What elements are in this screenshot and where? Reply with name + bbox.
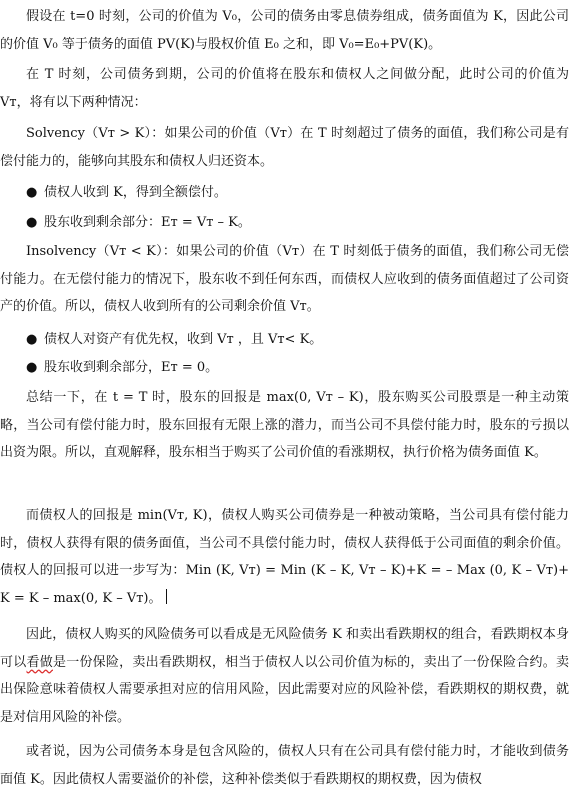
- bullet-item: [26, 326, 566, 354]
- bullet-text: 债权人收到 K，得到全额偿付。: [44, 185, 227, 200]
- bullet-icon: ●: [26, 215, 38, 230]
- bullet-icon: ●: [26, 185, 38, 200]
- paragraph-maturity: 在 T 时刻，公司债务到期，公司的价值将在股东和债权人之间做分配，此时公司的价值为 Vᴛ，将有以下两种情况：: [0, 67, 569, 110]
- paragraph-summary: 总结一下，在 t = T 时，股东的回报是 max(0, Vᴛ – K)，股东购买公司股票是一种主动策略，当公司有偿付能力时，股东回报有无限上涨的潜力，而当公司不具偿付能力时，股东的亏损以出资为限。所以，直观解释，股东相当于购买了公司价值的看涨期权，执行价格为债务面值 K。: [0, 390, 569, 460]
- text-cursor: [166, 589, 167, 604]
- paragraph-put-option-text: 是一份保险，卖出看跌期权，相当于债权人以公司价值为标的，卖出了一份保险合约。卖出保险意味着债权人需要承担对应的信用风险，因此需要对应的风险补偿，看跌期权的期权费，就是对信用风险的补偿。: [0, 654, 569, 725]
- paragraph-solvency: Solvency（Vᴛ > K）：如果公司的价值（Vᴛ）在 T 时刻超过了债务的面值，我们称公司是有偿付能力的，能够向其股东和债权人归还资本。: [0, 126, 569, 169]
- paragraph-bondholder-text: 而债权人的回报是 min(Vᴛ, K)，债权人购买公司债券是一种被动策略，当公司具有偿付能力时，债权人获得有限的债务面值，当公司不具偿付能力时，债权人获得低于公司面值的剩余价值。债权人的回报可以进一步写为：Min (K, Vᴛ) = Min (K – K, Vᴛ – K)+K = – Max (0, K – Vᴛ)+ K = K – max(0, K – Vᴛ)。: [0, 508, 569, 606]
- bullet-text: 股东收到剩余部分：Eᴛ = Vᴛ – K。: [44, 215, 251, 230]
- bullet-text: 股东收到剩余部分，Eᴛ = 0。: [44, 360, 219, 375]
- bullet-icon: ●: [26, 360, 38, 375]
- paragraph-alternative: 或者说，因为公司债务本身是包含风险的，债权人只有在公司具有偿付能力时，才能收到债务面值 K。因此债权人需要溢价的补偿，这种补偿类似于看跌期权的期权费，因为债权: [0, 744, 569, 787]
- paragraph-insolvency: Insolvency（Vᴛ < K）：如果公司的价值（Vᴛ）在 T 时刻低于债务的面值，我们称公司无偿付能力。在无偿付能力的情况下，股东收不到任何东西，而债权人应收到的债务面值超过了公司资产的价值。所以，债权人收到所有的公司剩余价值 Vᴛ。: [0, 244, 569, 314]
- spellcheck-underlined-text[interactable]: 看做: [26, 654, 53, 670]
- bullet-icon: ●: [26, 332, 38, 347]
- bullet-item: [26, 209, 566, 237]
- bullet-item: [26, 354, 566, 382]
- paragraph-bondholder[interactable]: [0, 502, 569, 612]
- paragraph-put-option-text: 因此，债权人购买的风险债务可以看成是无风险债务 K 和卖出看跌期权的组合，看跌期权本身可以: [0, 627, 569, 670]
- paragraph-put-option: [0, 621, 569, 731]
- bullet-item: [26, 179, 566, 207]
- paragraph-intro: 假设在 t=0 时刻，公司的价值为 V₀，公司的债务由零息债券组成，债务面值为 K，因此公司的价值 V₀ 等于债务的面值 PV(K)与股权价值 E₀ 之和，即 V₀=E₀+PV(K)。: [0, 9, 569, 52]
- bullet-text: 债权人对资产有优先权，收到 Vᴛ ，且 Vᴛ< K。: [44, 332, 323, 347]
